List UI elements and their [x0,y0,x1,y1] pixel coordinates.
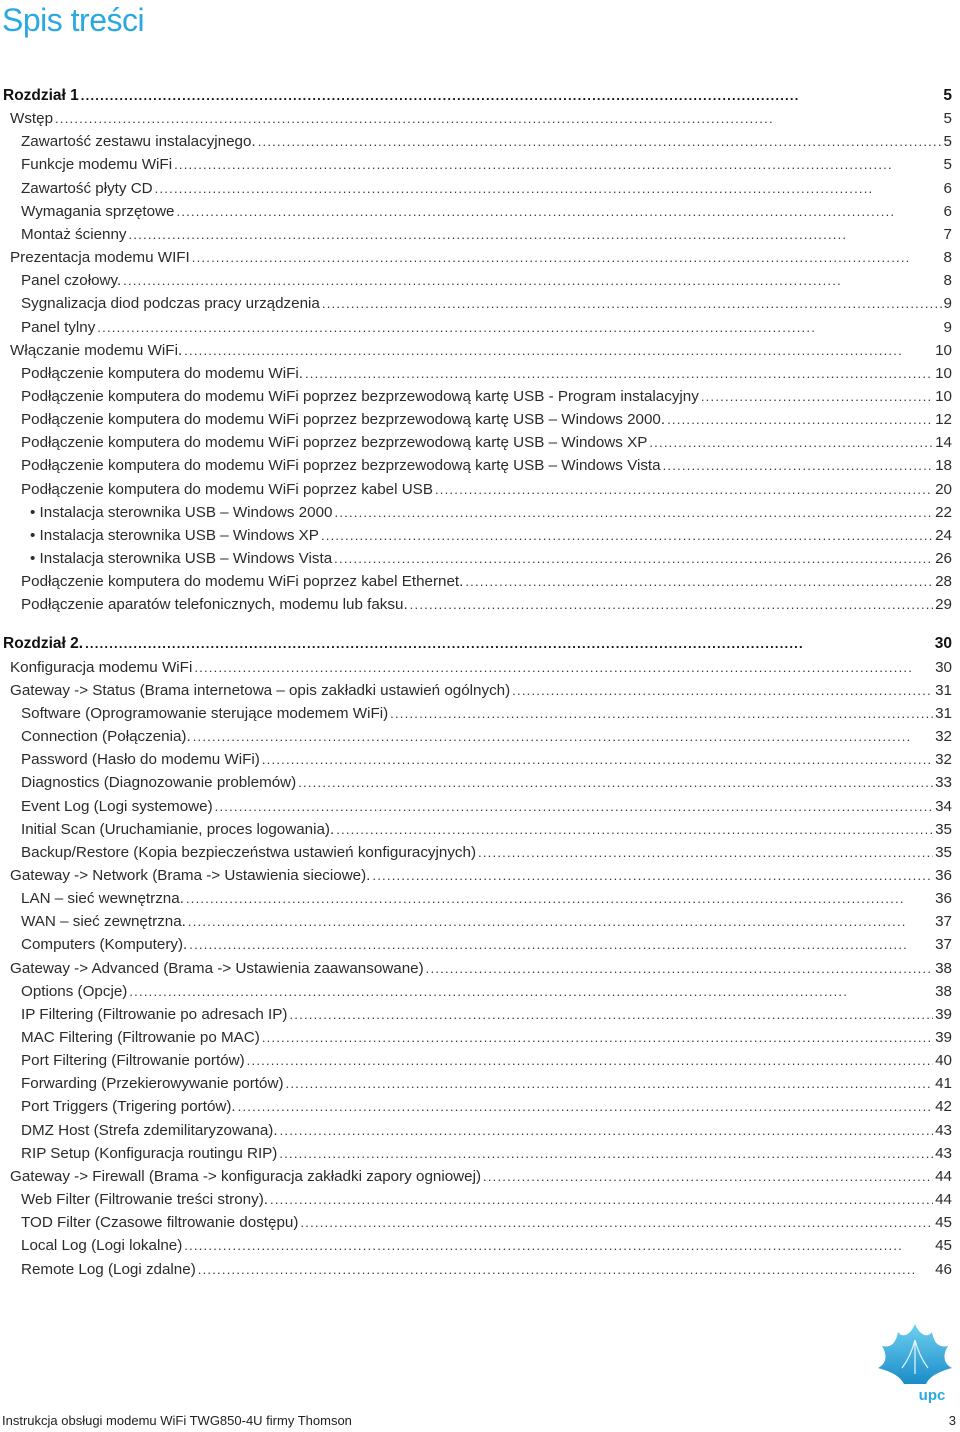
toc-entry[interactable] [0,844,952,867]
toc-entry[interactable] [0,913,952,936]
dot-leader [123,273,941,288]
toc-entry-page-number: 7 [943,225,952,243]
toc-entry-label: Port Triggers (Trigering portów). [21,1098,236,1116]
dot-leader [649,435,933,450]
toc-entry[interactable] [0,1052,952,1075]
toc-entry[interactable] [0,821,952,844]
toc-entry-label: Gateway -> Firewall (Brama -> konfiguracja zakładki zapory ogniowej) [10,1167,482,1185]
dot-leader [238,1099,933,1114]
dot-leader [322,296,942,311]
toc-entry[interactable] [0,434,952,457]
toc-entry[interactable] [0,249,952,272]
toc-entry[interactable] [0,272,952,295]
toc-entry-label: Software (Oprogramowanie sterujące modemem WiFi) [21,704,389,722]
toc-entry[interactable] [0,960,952,983]
dot-leader [177,204,942,219]
dot-leader [701,389,933,404]
toc-entry[interactable] [0,573,952,596]
dot-leader [372,868,933,883]
dot-leader [483,1169,933,1184]
dot-leader [465,574,933,589]
dot-leader [193,729,933,744]
dot-leader [174,157,941,172]
dot-leader [321,528,933,543]
toc-entry[interactable] [0,319,952,342]
toc-entry-label: Podłączenie komputera do modemu WiFi poprzez kabel Ethernet. [21,573,464,591]
toc-entry-label: Podłączenie komputera do modemu WiFi poprzez bezprzewodową kartę USB - Program instalacyjny [21,387,699,405]
toc-entry-label: Rozdział 2. [3,635,84,653]
dot-leader [286,1076,934,1091]
toc-entry-label: Initial Scan (Uruchamianie, proces logowania). [21,820,335,838]
dot-leader [334,505,933,520]
toc-entry-page-number: 8 [943,249,952,267]
toc-entry-page-number: 8 [943,272,952,290]
dot-leader [258,134,942,149]
toc-entry[interactable] [0,983,952,1006]
toc-entry-label: Panel czołowy. [21,272,122,290]
dot-leader [270,1192,933,1207]
toc-entry-label: Computers (Komputery). [21,936,188,954]
toc-entry[interactable] [0,527,952,550]
toc-entry-page-number: 43 [935,1144,952,1162]
dot-leader [85,636,933,651]
toc-entry-page-number: 37 [935,936,952,954]
toc-entry-page-number: 39 [935,1005,952,1023]
toc-entry-page-number: 31 [935,681,952,699]
toc-entry[interactable] [0,110,952,133]
toc-entry-page-number: 43 [935,1121,952,1139]
toc-entry-page-number: 32 [935,751,952,769]
dot-leader [300,1215,933,1230]
toc-entry[interactable] [0,682,952,705]
toc-entry-page-number: 9 [943,318,952,336]
toc-entry-label: Gateway -> Network (Brama -> Ustawienia sieciowe). [10,866,371,884]
toc-entry-page-number: 28 [935,573,952,591]
toc-entry-page-number: 6 [943,202,952,220]
toc-entry-page-number: 29 [935,596,952,614]
toc-entry[interactable] [0,1006,952,1029]
toc-entry-label: Port Filtering (Filtrowanie portów) [21,1052,245,1070]
toc-entry-page-number: 20 [935,480,952,498]
dot-leader [184,343,933,358]
toc-entry-label: TOD Filter (Czasowe filtrowanie dostępu) [21,1214,299,1232]
dot-leader [280,1123,934,1138]
toc-entry[interactable] [0,1145,952,1168]
toc-entry-label: IP Filtering (Filtrowanie po adresach IP) [21,1005,288,1023]
dot-leader [279,1146,933,1161]
dot-leader [194,660,933,675]
toc-entry-label: Web Filter (Filtrowanie treści strony). [21,1191,268,1209]
dot-leader [262,1030,933,1045]
toc-entry[interactable] [0,1261,952,1284]
toc-entry[interactable] [0,1098,952,1121]
toc-entry-label: • Instalacja sterownika USB – Windows 2000 [30,503,333,521]
toc-entry-page-number: 10 [935,387,952,405]
toc-entry-page-number: 6 [943,179,952,197]
toc-entry[interactable] [0,728,952,751]
toc-entry-label: Podłączenie aparatów telefonicznych, modemu lub faksu. [21,596,408,614]
dot-leader [426,961,933,976]
toc-entry-page-number: 5 [943,133,952,151]
toc-entry-label: Sygnalizacja diod podczas pracy urządzenia [21,295,320,313]
toc-entry[interactable] [0,388,952,411]
dot-leader [97,320,941,335]
toc-entry[interactable] [0,1029,952,1052]
toc-entry[interactable] [0,226,952,249]
toc-entry-page-number: 37 [935,913,952,931]
toc-entry-label: Password (Hasło do modemu WiFi) [21,751,260,769]
toc-entry[interactable] [0,1122,952,1145]
toc-entry[interactable] [0,504,952,527]
toc-entry[interactable] [0,751,952,774]
toc-entry-page-number: 14 [935,434,952,452]
dot-leader [192,250,942,265]
toc-chapter-entry[interactable] [0,635,952,658]
footer-document-title: Instrukcja obsługi modemu WiFi TWG850-4U firmy Thomson [2,1413,352,1428]
toc-entry-label: Podłączenie komputera do modemu WiFi poprzez bezprzewodową kartę USB – Windows Vista [21,457,661,475]
toc-entry-page-number: 44 [935,1191,952,1209]
toc-entry-page-number: 31 [935,704,952,722]
toc-entry-label: Remote Log (Logi zdalne) [21,1260,196,1278]
toc-entry-page-number: 10 [935,364,952,382]
toc-entry-label: LAN – sieć wewnętrzna. [21,890,184,908]
toc-entry-label: Zawartość zestawu instalacyjnego. [21,133,256,151]
toc-entry-label: Rozdział 1 [3,87,79,104]
toc-entry-label: DMZ Host (Strefa zdemilitaryzowana). [21,1121,278,1139]
toc-entry[interactable] [0,156,952,179]
toc-entry-label: Konfiguracja modemu WiFi [10,658,193,676]
toc-entry-page-number: 5 [943,156,952,174]
page-title: Spis treści [2,2,145,38]
dot-leader [336,822,933,837]
toc-entry-label: Forwarding (Przekierowywanie portów) [21,1075,284,1093]
toc-chapter-entry[interactable] [0,87,952,110]
dot-leader [247,1053,933,1068]
toc-entry-page-number: 5 [943,87,952,104]
toc-entry-page-number: 38 [935,982,952,1000]
toc-entry-page-number: 35 [935,820,952,838]
dot-leader [55,111,942,126]
toc-entry-page-number: 30 [935,658,952,676]
dot-leader [663,458,934,473]
toc-entry-page-number: 22 [935,503,952,521]
toc-entry-label: Zawartość płyty CD [21,179,153,197]
toc-entry-label: RIP Setup (Konfiguracja routingu RIP) [21,1144,278,1162]
toc-entry[interactable] [0,936,952,959]
dot-leader [262,752,933,767]
dot-leader [184,1238,933,1253]
dot-leader [512,683,933,698]
toc-entry-label: Gateway -> Advanced (Brama -> Ustawienia zaawansowane) [10,959,424,977]
dot-leader [198,1262,933,1277]
toc-entry-label: Diagnostics (Diagnozowanie problemów) [21,774,297,792]
toc-entry-label: Podłączenie komputera do modemu WiFi poprzez bezprzewodową kartę USB – Windows 2000. [21,411,666,429]
toc-entry-page-number: 44 [935,1167,952,1185]
toc-entry-page-number: 39 [935,1029,952,1046]
dot-leader [410,597,933,612]
toc-entry[interactable] [0,596,952,619]
toc-entry-page-number: 46 [935,1260,952,1278]
dot-leader [390,706,933,721]
toc-entry-label: Event Log (Logi systemowe) [21,797,213,815]
toc-entry[interactable] [0,295,952,318]
toc-entry-label: Podłączenie komputera do modemu WiFi poprzez kabel USB [21,480,433,498]
toc-entry-page-number: 36 [935,866,952,884]
toc-entry-page-number: 38 [935,959,952,977]
toc-entry-page-number: 40 [935,1052,952,1070]
toc-entry[interactable] [0,550,952,573]
dot-leader [215,799,933,814]
toc-entry[interactable] [0,1237,952,1260]
toc-entry-label: Wymagania sprzętowe [21,202,175,220]
toc-entry-page-number: 33 [935,774,952,792]
toc-entry-page-number: 32 [935,728,952,746]
toc-entry-label: Local Log (Logi lokalne) [21,1237,183,1255]
toc-entry-page-number: 41 [935,1075,952,1093]
toc-entry[interactable] [0,1191,952,1214]
toc-entry-label: • Instalacja sterownika USB – Windows Vista [30,550,333,567]
toc-entry-page-number: 45 [935,1237,952,1255]
toc-entry-page-number: 36 [935,890,952,908]
dot-leader [186,891,933,906]
toc-entry-label: Podłączenie komputera do modemu WiFi poprzez bezprzewodową kartę USB – Windows XP [21,434,648,452]
page-footer [2,1413,956,1431]
dot-leader [435,482,933,497]
dot-leader [129,227,942,242]
toc-entry-label: Funkcje modemu WiFi [21,156,173,174]
dot-leader [155,181,942,196]
toc-entry-label: Montaż ścienny [21,225,127,243]
dot-leader [305,366,933,381]
toc-entry-label: Wstęp [10,110,54,128]
toc-entry-page-number: 34 [935,797,952,815]
toc-entry-label: Podłączenie komputera do modemu WiFi. [21,364,303,382]
toc-entry-label: • Instalacja sterownika USB – Windows XP [30,526,319,544]
toc-entry[interactable] [0,867,952,890]
dot-leader [667,412,933,427]
toc-entry-page-number: 10 [935,341,952,359]
toc-entry-label: Prezentacja modemu WIFI [10,249,190,267]
dot-leader [289,1007,933,1022]
upc-logo [872,1318,958,1404]
toc-entry-page-number: 42 [935,1098,952,1116]
dot-leader [129,984,933,999]
toc-entry-page-number: 45 [935,1214,952,1232]
toc-entry[interactable] [0,457,952,480]
toc-entry[interactable] [0,705,952,728]
toc-entry-page-number: 30 [934,635,952,653]
dot-leader [188,914,933,929]
toc-entry[interactable] [0,481,952,504]
dot-leader [334,551,933,566]
toc-entry-label: WAN – sieć zewnętrzna. [21,913,186,931]
toc-entry-page-number: 24 [935,526,952,544]
toc-entry[interactable] [0,1075,952,1098]
toc-entry[interactable] [0,659,952,682]
toc-entry[interactable] [0,1168,952,1191]
toc-entry[interactable] [0,133,952,156]
toc-entry-page-number: 26 [935,550,952,567]
toc-entry-label: MAC Filtering (Filtrowanie po MAC) [21,1029,260,1046]
footer-page-number: 3 [948,1413,956,1428]
toc-entry-label: Gateway -> Status (Brama internetowa – opis zakładki ustawień ogólnych) [10,681,511,699]
toc-entry[interactable] [0,342,952,365]
toc-entry-label: Włączanie modemu WiFi. [10,341,183,359]
logo-text: upc [918,1387,946,1404]
toc-entry-page-number: 5 [943,110,952,128]
toc-entry-page-number: 18 [935,457,952,475]
toc-entry-label: Panel tylny [21,318,96,336]
toc-entry-page-number: 35 [935,843,952,861]
dot-leader [189,937,933,952]
dot-leader [478,845,933,860]
toc-entry[interactable] [0,774,952,797]
toc-entry[interactable] [0,890,952,913]
toc-entry-label: Backup/Restore (Kopia bezpieczeństwa ustawień konfiguracyjnych) [21,843,477,861]
toc-entry[interactable] [0,365,952,388]
dot-leader [81,88,942,103]
toc-entry[interactable] [0,180,952,203]
toc-entry-label: Options (Opcje) [21,982,128,1000]
toc-entry-page-number: 9 [943,295,952,313]
toc-entry-label: Connection (Połączenia). [21,728,191,746]
toc-entry[interactable] [0,798,952,821]
toc-entry[interactable] [0,203,952,226]
toc-entry[interactable] [0,411,952,434]
dot-leader [298,775,933,790]
toc-entry[interactable] [0,1214,952,1237]
toc-entry-page-number: 12 [935,411,952,429]
